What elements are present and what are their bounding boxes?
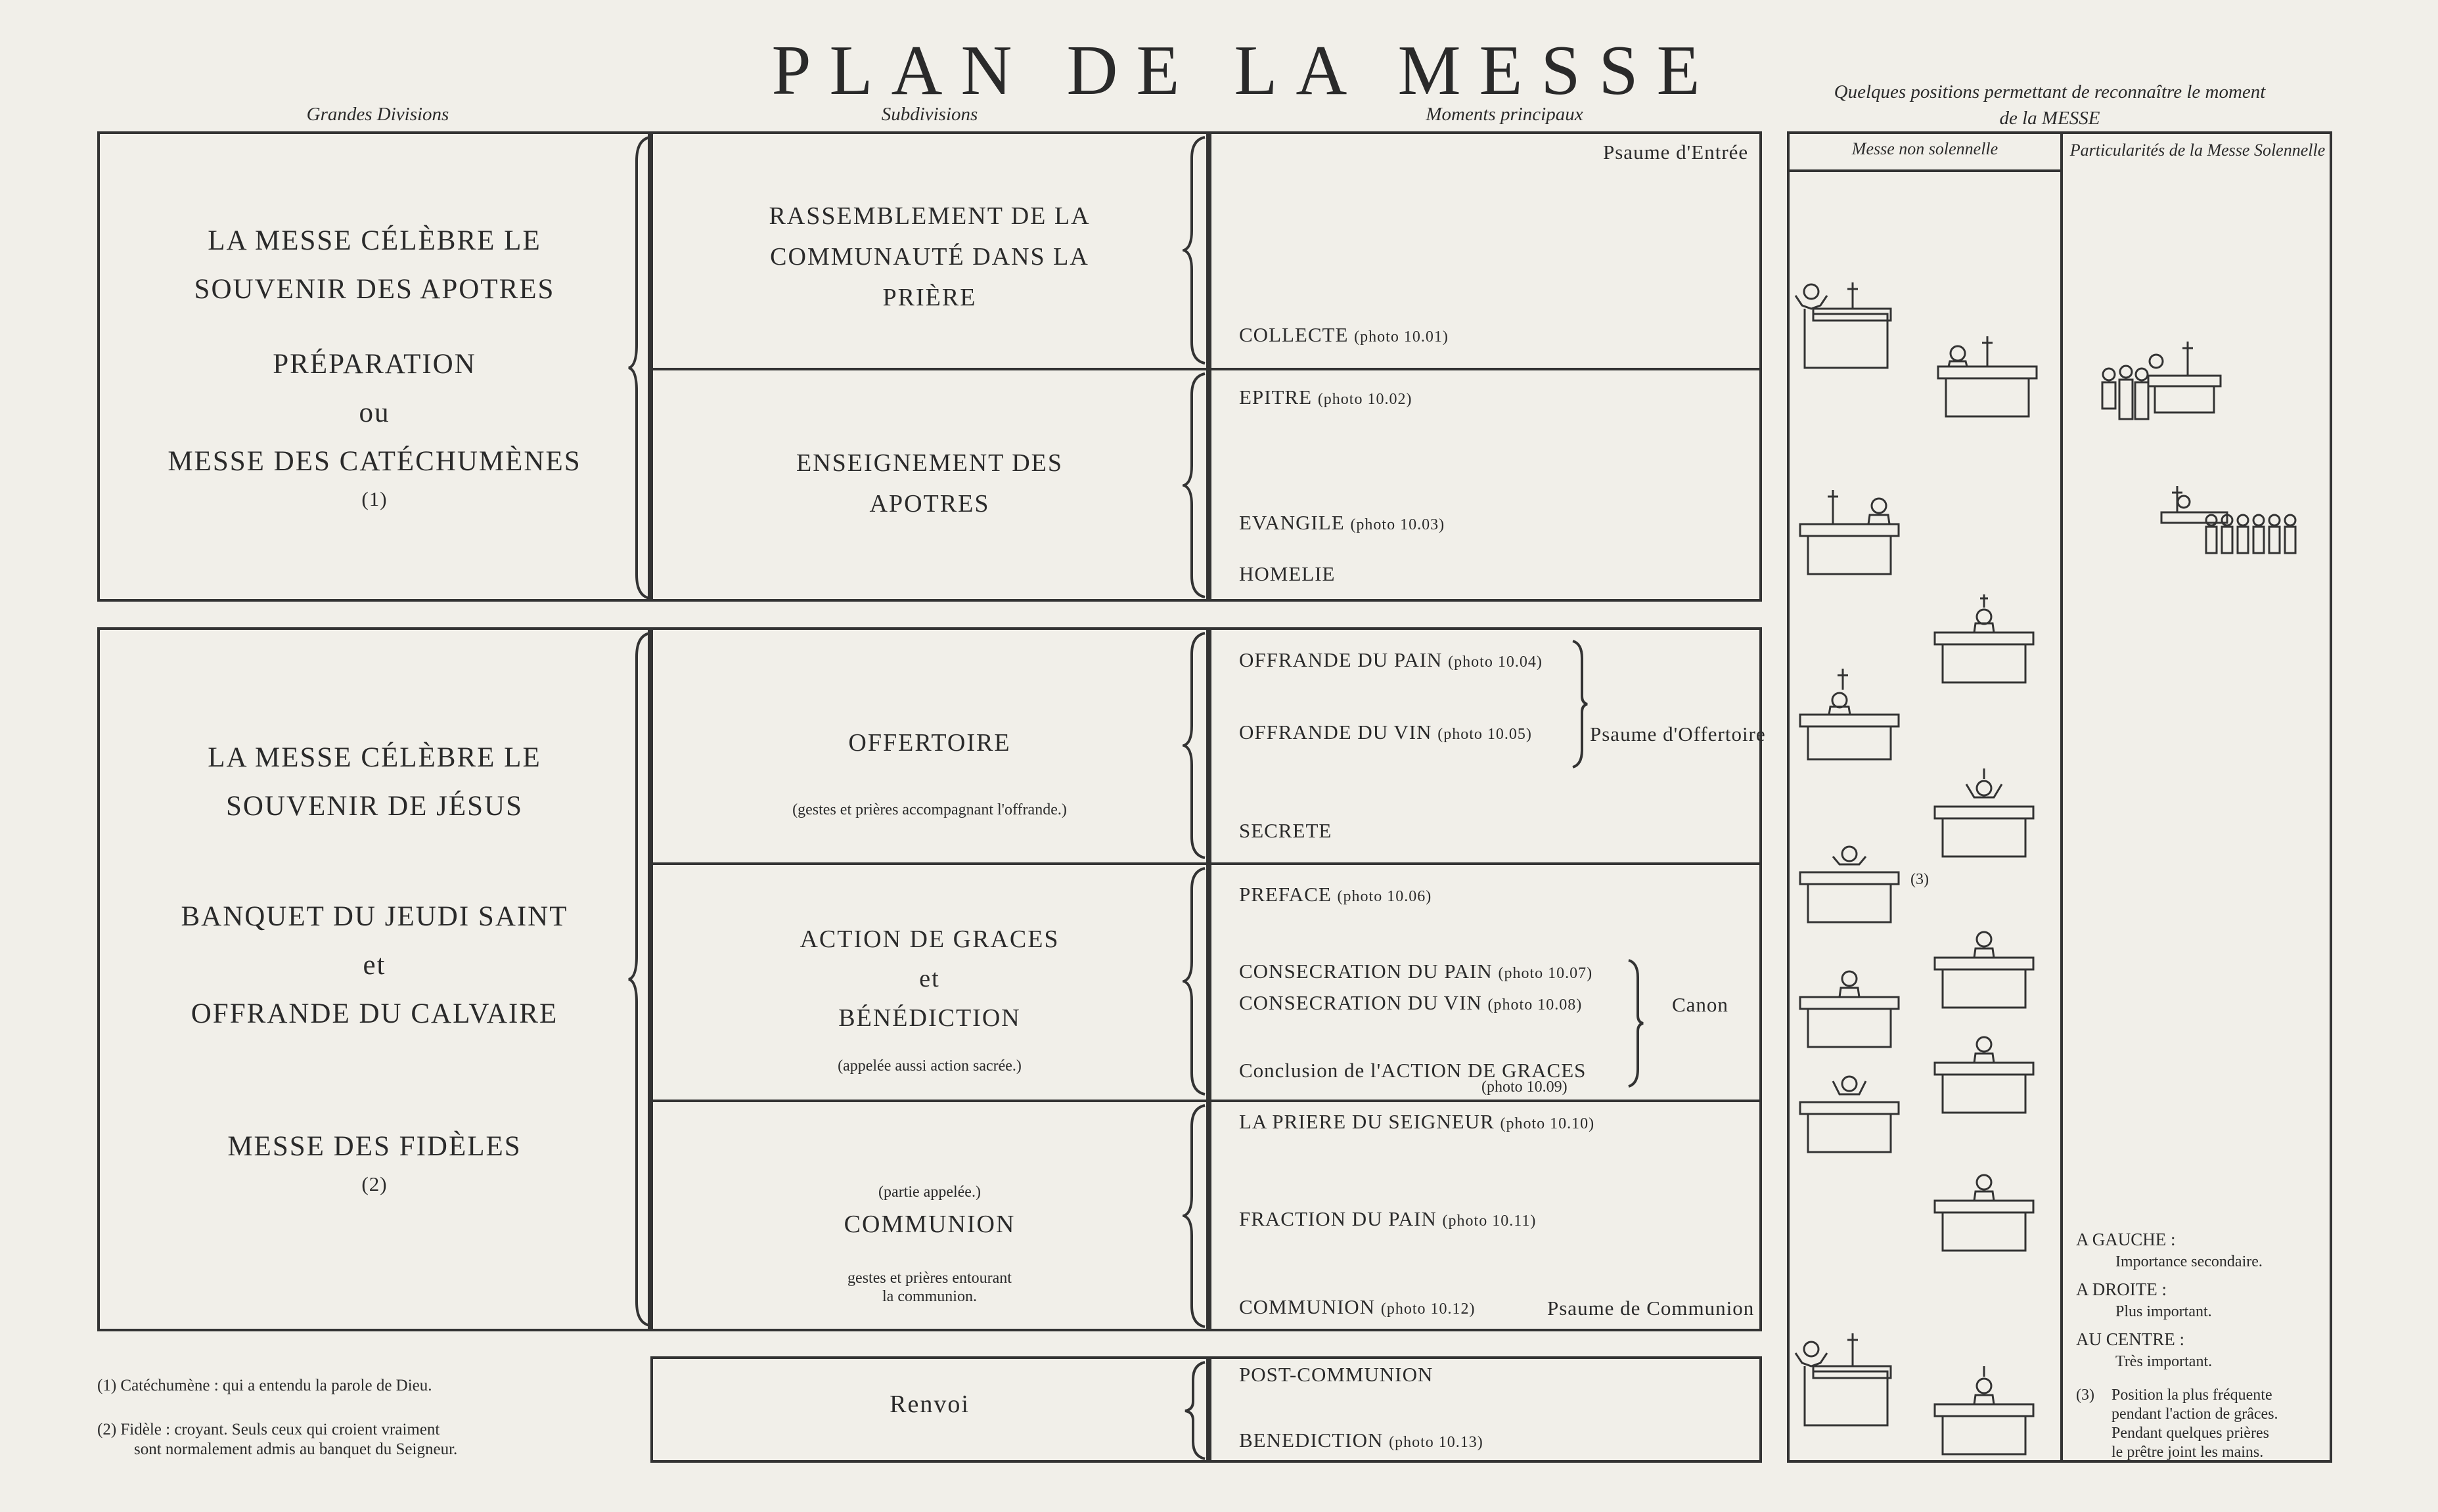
moment-psaume-communion: Psaume de Communion — [1547, 1297, 1755, 1320]
sub-offertoire: OFFERTOIRE — [848, 729, 1011, 757]
moment-offrande-vin: OFFRANDE DU VIN (photo 10.05) — [1239, 721, 1532, 744]
moment-offrande-pain: OFFRANDE DU PAIN (photo 10.04) — [1239, 648, 1543, 671]
header-grandes-divisions: Grandes Divisions — [306, 104, 449, 125]
footnote-1: (1) Catéchumène : qui a entendu la parole de Dieu. — [97, 1377, 432, 1394]
positions-header-line — [1787, 169, 2063, 172]
brace-icon — [1183, 1103, 1209, 1329]
brace-icon — [1570, 638, 1590, 770]
altar-gesture-icon — [1794, 1064, 1912, 1163]
brace-icon — [1183, 135, 1209, 366]
footnote-2: (2) Fidèle : croyant. Seuls ceux qui croient vraiment sont normalement admis au banquet du Seigneur. — [97, 1421, 458, 1458]
page-title: PLAN DE LA MESSE — [771, 32, 1719, 110]
note-3: (3) Position la plus fréquente pendant l'action de grâces. Pendant quelques prières le prêtre joint les mains. — [2076, 1387, 2278, 1461]
solemn-ministers-icon — [2096, 328, 2227, 440]
moment-consecration-pain: CONSECRATION DU PAIN (photo 10.07) — [1239, 960, 1593, 983]
sub-divider — [650, 368, 1209, 370]
moment-canon: Canon — [1672, 993, 1728, 1016]
brace-icon — [1183, 631, 1209, 860]
header-positions: Quelques positions permettant de reconnaître le moment de la MESSE — [1834, 81, 2266, 129]
brace-icon — [1183, 866, 1209, 1097]
altar-gesture-icon — [1794, 663, 1912, 762]
altar-gesture-icon — [1928, 1366, 2046, 1465]
moment-divider — [1209, 862, 1762, 865]
moment-benediction: BENEDICTION (photo 10.13) — [1239, 1429, 1483, 1452]
altar-gesture-icon — [1784, 1320, 1902, 1432]
moment-conclusion-photo: (photo 10.09) — [1481, 1078, 1568, 1096]
header-subdivisions: Subdivisions — [881, 104, 978, 125]
sub-rassemblement: RASSEMBLEMENT DE LA COMMUNAUTÉ DANS LA PRIÈRE — [769, 202, 1091, 311]
moment-evangile: EVANGILE (photo 10.03) — [1239, 511, 1445, 534]
moment-psaume-offertoire: Psaume d'Offertoire — [1590, 723, 1766, 745]
moment-priere: LA PRIERE DU SEIGNEUR (photo 10.10) — [1239, 1110, 1595, 1133]
division-1-text: LA MESSE CÉLÈBRE LE SOUVENIR DES APOTRES PRÉPARATION ou MESSE DES CATÉCHUMÈNES (1) — [168, 225, 581, 510]
altar-gesture-icon — [1794, 834, 1912, 933]
brace-icon — [1626, 958, 1646, 1089]
sub-communion-note: gestes et prières entourant la communion. — [847, 1270, 1012, 1305]
solemn-ministers-icon — [2155, 486, 2299, 585]
moment-secrete: SECRETE — [1239, 819, 1332, 842]
brace-icon — [627, 135, 654, 601]
moment-conclusion: Conclusion de l'ACTION DE GRACES — [1239, 1059, 1587, 1082]
altar-gesture-icon — [1928, 768, 2046, 867]
sub-communion: COMMUNION — [844, 1211, 1016, 1238]
sub-renvoi: Renvoi — [890, 1390, 970, 1418]
brace-icon — [627, 631, 654, 1328]
sub-offertoire-note: (gestes et prières accompagnant l'offrande.) — [792, 801, 1067, 818]
altar-gesture-icon — [1928, 920, 2046, 1018]
moment-communion: COMMUNION (photo 10.12) — [1239, 1295, 1476, 1318]
sub-communion-pre: (partie appelée.) — [878, 1184, 981, 1201]
division-2-text: LA MESSE CÉLÈBRE LE SOUVENIR DE JÉSUS BANQUET DU JEUDI SAINT et OFFRANDE DU CALVAIRE MESSE DES FIDÈLES (2) — [181, 742, 568, 1195]
moment-psaume-entree: Psaume d'Entrée — [1603, 141, 1749, 164]
moment-homelie: HOMELIE — [1239, 562, 1336, 585]
sub-action: ACTION DE GRACES et BÉNÉDICTION — [800, 925, 1060, 1032]
altar-gesture-icon — [1794, 959, 1912, 1057]
brace-icon — [1183, 1360, 1209, 1461]
header-solennelle: Particularités de la Messe Solennelle — [2069, 141, 2326, 160]
altar-gesture-icon — [1928, 1163, 2046, 1261]
moment-collecte: COLLECTE (photo 10.01) — [1239, 323, 1449, 346]
sub-divider — [650, 862, 1209, 865]
moment-divider — [1209, 368, 1762, 370]
sub-divider — [650, 1100, 1209, 1102]
moment-preface: PREFACE (photo 10.06) — [1239, 883, 1432, 906]
altar-gesture-icon — [1928, 594, 2046, 693]
brace-icon — [1183, 371, 1209, 600]
moment-epitre: EPITRE (photo 10.02) — [1239, 386, 1412, 409]
altar-gesture-icon — [1931, 328, 2050, 427]
note-3-marker: (3) — [1910, 871, 1929, 888]
altar-gesture-icon — [1928, 1025, 2046, 1123]
header-moments: Moments principaux — [1426, 104, 1583, 125]
moment-consecration-vin: CONSECRATION DU VIN (photo 10.08) — [1239, 991, 1583, 1014]
altar-gesture-icon — [1794, 486, 1912, 585]
moment-divider — [1209, 1100, 1762, 1102]
sub-enseignement: ENSEIGNEMENT DES APOTRES — [796, 449, 1063, 518]
header-non-solennelle: Messe non solennelle — [1851, 139, 1998, 158]
sub-action-note: (appelée aussi action sacrée.) — [838, 1057, 1022, 1075]
moment-post-communion: POST-COMMUNION — [1239, 1363, 1433, 1386]
legend: A GAUCHE : Importance secondaire. A DROITE : Plus important. AU CENTRE : Très important. — [2076, 1230, 2263, 1370]
altar-gesture-icon — [1784, 276, 1902, 374]
moment-fraction: FRACTION DU PAIN (photo 10.11) — [1239, 1207, 1537, 1230]
